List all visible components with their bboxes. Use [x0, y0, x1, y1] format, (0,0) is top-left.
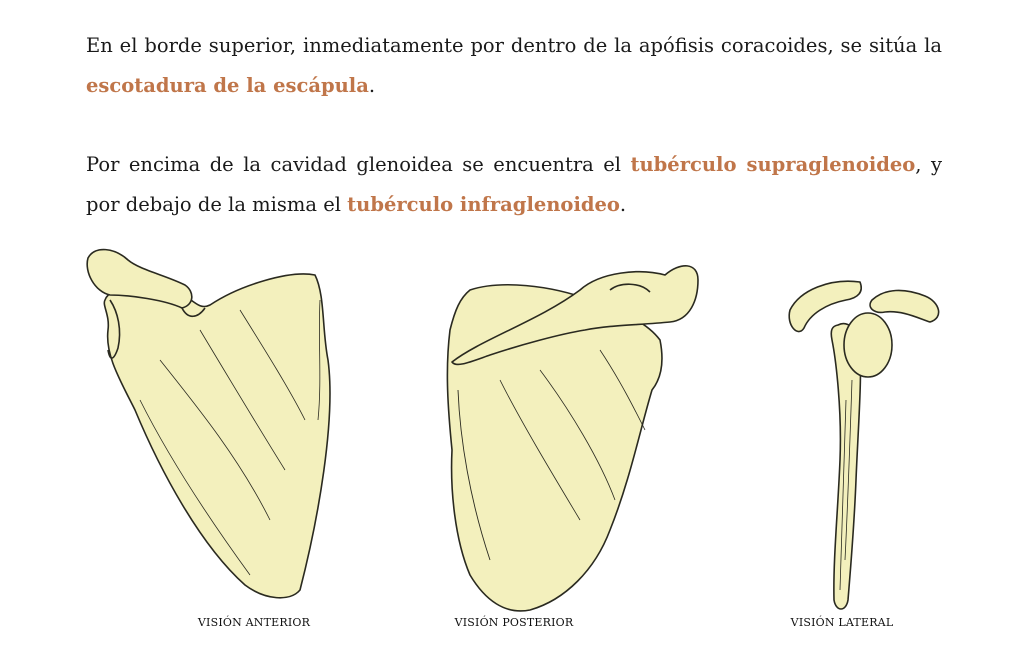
paragraph-text-middle: , y por debajo de la misma el — [86, 153, 942, 216]
paragraph-text: En el borde superior, inmediatamente por dentro de la apófisis coracoides, se sitúa la — [86, 34, 942, 57]
caption-posterior-view: VISIÓN POSTERIOR — [454, 616, 574, 629]
scapula-posterior-view — [447, 266, 698, 611]
term-scapular-notch: escotadura de la escápula — [86, 74, 369, 97]
paragraph-glenoid-tubercles — [86, 145, 942, 225]
paragraph-text-end: . — [368, 74, 376, 97]
term-supraglenoid-tubercle: tubérculo supraglenoideo — [630, 153, 916, 176]
scapula-lateral-view — [789, 281, 938, 609]
caption-lateral-view: VISIÓN LATERAL — [790, 616, 894, 629]
paragraph-scapular-notch — [86, 26, 942, 106]
caption-anterior-view: VISIÓN ANTERIOR — [197, 616, 311, 629]
paragraph-text-end: . — [619, 193, 627, 216]
scapula-anterior-view — [87, 250, 330, 598]
term-infraglenoid-tubercle: tubérculo infraglenoideo — [347, 193, 620, 216]
scapula-illustrations — [0, 238, 1024, 648]
paragraph-text: Por encima de la cavidad glenoidea se encuentra el — [86, 153, 631, 176]
